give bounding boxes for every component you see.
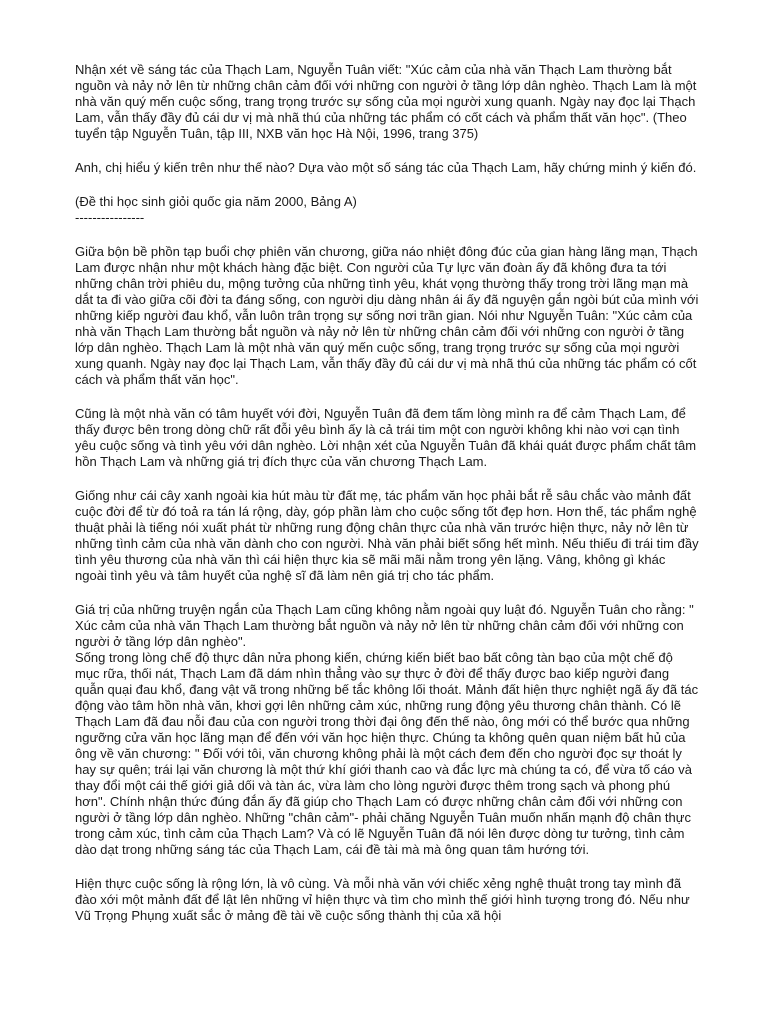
essay-paragraph: Hiện thực cuộc sống là rộng lớn, là vô cùng. Và mỗi nhà văn với chiếc xẻng nghệ thuật trong tay mình đã đào xới một mảnh đất để lật lên những vỉ hiện thực và tìm cho mình thế giới hình tượng trong đó. Nếu như Vũ Trọng Phụng xuất sắc ở mảng đề tài về cuộc sống thành thị của xã hội bbox=[75, 876, 690, 923]
essay-paragraph: Sống trong lòng chế độ thực dân nửa phong kiến, chứng kiến biết bao bất công tàn bạo của một chế độ mục rữa, thối nát, Thạch Lam đã dám nhìn thẳng vào sự thực ở đời để thấy được bao kiếp người đang quẫn quại đau khổ, đang vật vã trong những bế tắc không lối thoát. Mảnh đất hiện thực nghiệt ngã ấy đã tác động vào tâm hồn nhà văn, khơi gợi lên những cảm xúc, những rung động yêu thương chân thành. Có lẽ Thạch Lam đã đau nỗi đau của con người trong thời đại ông đến thế nào, ông mới có thể bước qua những ngưỡng cửa văn học lãng mạn để đến với văn học hiện thực. Chúng ta không quên quan niệm bất hủ của ông về văn chương: " Đối với tôi, văn chương không phải là một cách đem đến cho người đọc sự thoát ly hay sự quên; trái lại văn chương là một thứ khí giới thanh cao và đắc lực mà chúng ta có, để vừa tố cáo và thay đổi một cái thế giới giả dối và tàn ác, vừa làm cho lòng người được thêm trong sạch và phong phú hơn". Chính nhận thức đúng đắn ấy đã giúp cho Thạch Lam có được những chân cảm đối với những con người ở tầng lớp dân nghèo. Những "chân cảm"- phải chăng Nguyễn Tuân muốn nhấn mạnh độ chân thực trong cảm xúc, tình cảm của Thạch Lam? Và có lẽ Nguyễn Tuân đã nói lên được dòng tư tưởng, tình cảm dào dạt trong những sáng tác của Thạch Lam, cái đề tài mà mà ông quan tâm hướng tới. bbox=[75, 650, 699, 857]
divider-line: ---------------- bbox=[75, 210, 145, 225]
document-page bbox=[75, 62, 700, 942]
prompt-quote-paragraph: Nhận xét về sáng tác của Thạch Lam, Nguyễn Tuân viết: "Xúc cảm của nhà văn Thạch Lam thường bắt nguồn và nảy nở lên từ những chân cảm đối với những con người ở tầng lớp dân nghèo. Thạch Lam là một nhà văn quý mến cuộc sống, trang trọng trước sự sống của mọi người xung quanh. Ngày nay đọc lại Thạch Lam, vẫn thấy đầy đủ cái dư vị mà nhã thú của những tác phẩm có cốt cách và phẩm thất văn học". (Theo tuyển tập Nguyễn Tuân, tập III, NXB văn học Hà Nội, 1996, trang 375) bbox=[75, 62, 697, 141]
exam-source-line: (Đề thi học sinh giỏi quốc gia năm 2000, Bảng A) bbox=[75, 194, 357, 209]
essay-paragraph: Giá trị của những truyện ngắn của Thạch Lam cũng không nằm ngoài quy luật đó. Nguyễn Tuân cho rằng: " Xúc cảm của nhà văn Thạch Lam thường bắt nguồn và nảy nở lên từ những chân cảm đối với những con người ở tầng lớp dân nghèo". bbox=[75, 602, 694, 649]
essay-paragraph: Cũng là một nhà văn có tâm huyết với đời, Nguyễn Tuân đã đem tấm lòng mình ra để cảm Thạch Lam, để thấy được bên trong dòng chữ rất đỗi yêu bình ấy là cả trái tim một con người không khi nào vơi cạn tình yêu cuộc sống và tình yêu với dân nghèo. Lời nhận xét của Nguyễn Tuân đã khái quát được phẩm chất tâm hồn Thạch Lam và những giá trị đích thực của văn chương Thạch Lam. bbox=[75, 406, 697, 469]
essay-paragraph: Giống như cái cây xanh ngoài kia hút màu từ đất mẹ, tác phẩm văn học phải bắt rễ sâu chắc vào mảnh đất cuộc đời để từ đó toả ra tán lá rộng, dày, góp phần làm cho cuộc sống tốt đẹp hơn. Hơn thế, tác phẩm nghệ thuật phải là tiếng nói xuất phát từ những rung động chân thực của nhà văn trước hiện thực, nảy nở lên từ những tình cảm của nhà văn dành cho con người. Nhà văn phải biết sống hết mình. Nếu thiếu đi trái tim đầy tình yêu thương của nhà văn thì cái hiện thực kia sẽ mãi mãi nằm trong yên lặng. Vâng, không gì khác ngoài tình yêu và tâm huyết của nghệ sĩ đã làm nên giá trị cho tác phẩm. bbox=[75, 488, 699, 583]
essay-paragraph: Giữa bộn bề phồn tạp buổi chợ phiên văn chương, giữa náo nhiệt đông đúc của gian hàng lãng mạn, Thạch Lam được nhận như một khách hàng đặc biệt. Con người của Tự lực văn đoàn ấy đã không đưa ta tới những chân trời phiêu du, mộng tưởng của những tình yêu, khát vọng thường thấy trong trời lãng mạn mà dắt ta đi vào giữa cõi đời ta đáng sống, con người dịu dàng nhân ái ấy đã nguyện gắn ngòi bút của mình với những kiếp người đau khổ, vẫn luôn trân trọng sự sống nơi trần gian. Nói như Nguyễn Tuân: "Xúc cảm của nhà văn Thạch Lam thường bắt nguồn và nảy nở lên từ những chân cảm đối với những con người ở tầng lớp dân nghèo. Thạch Lam là một nhà văn quý mến cuộc sống, trang trọng trước sự sống của mọi người xung quanh. Ngày nay đọc lại Thạch Lam, vẫn thấy đầy đủ cái dư vị mà nhã thú của những tác phẩm có cốt cách và phẩm thất văn học". bbox=[75, 244, 699, 387]
prompt-question-paragraph: Anh, chị hiểu ý kiến trên như thế nào? Dựa vào một số sáng tác của Thạch Lam, hãy chứng minh ý kiến đó. bbox=[75, 160, 697, 175]
